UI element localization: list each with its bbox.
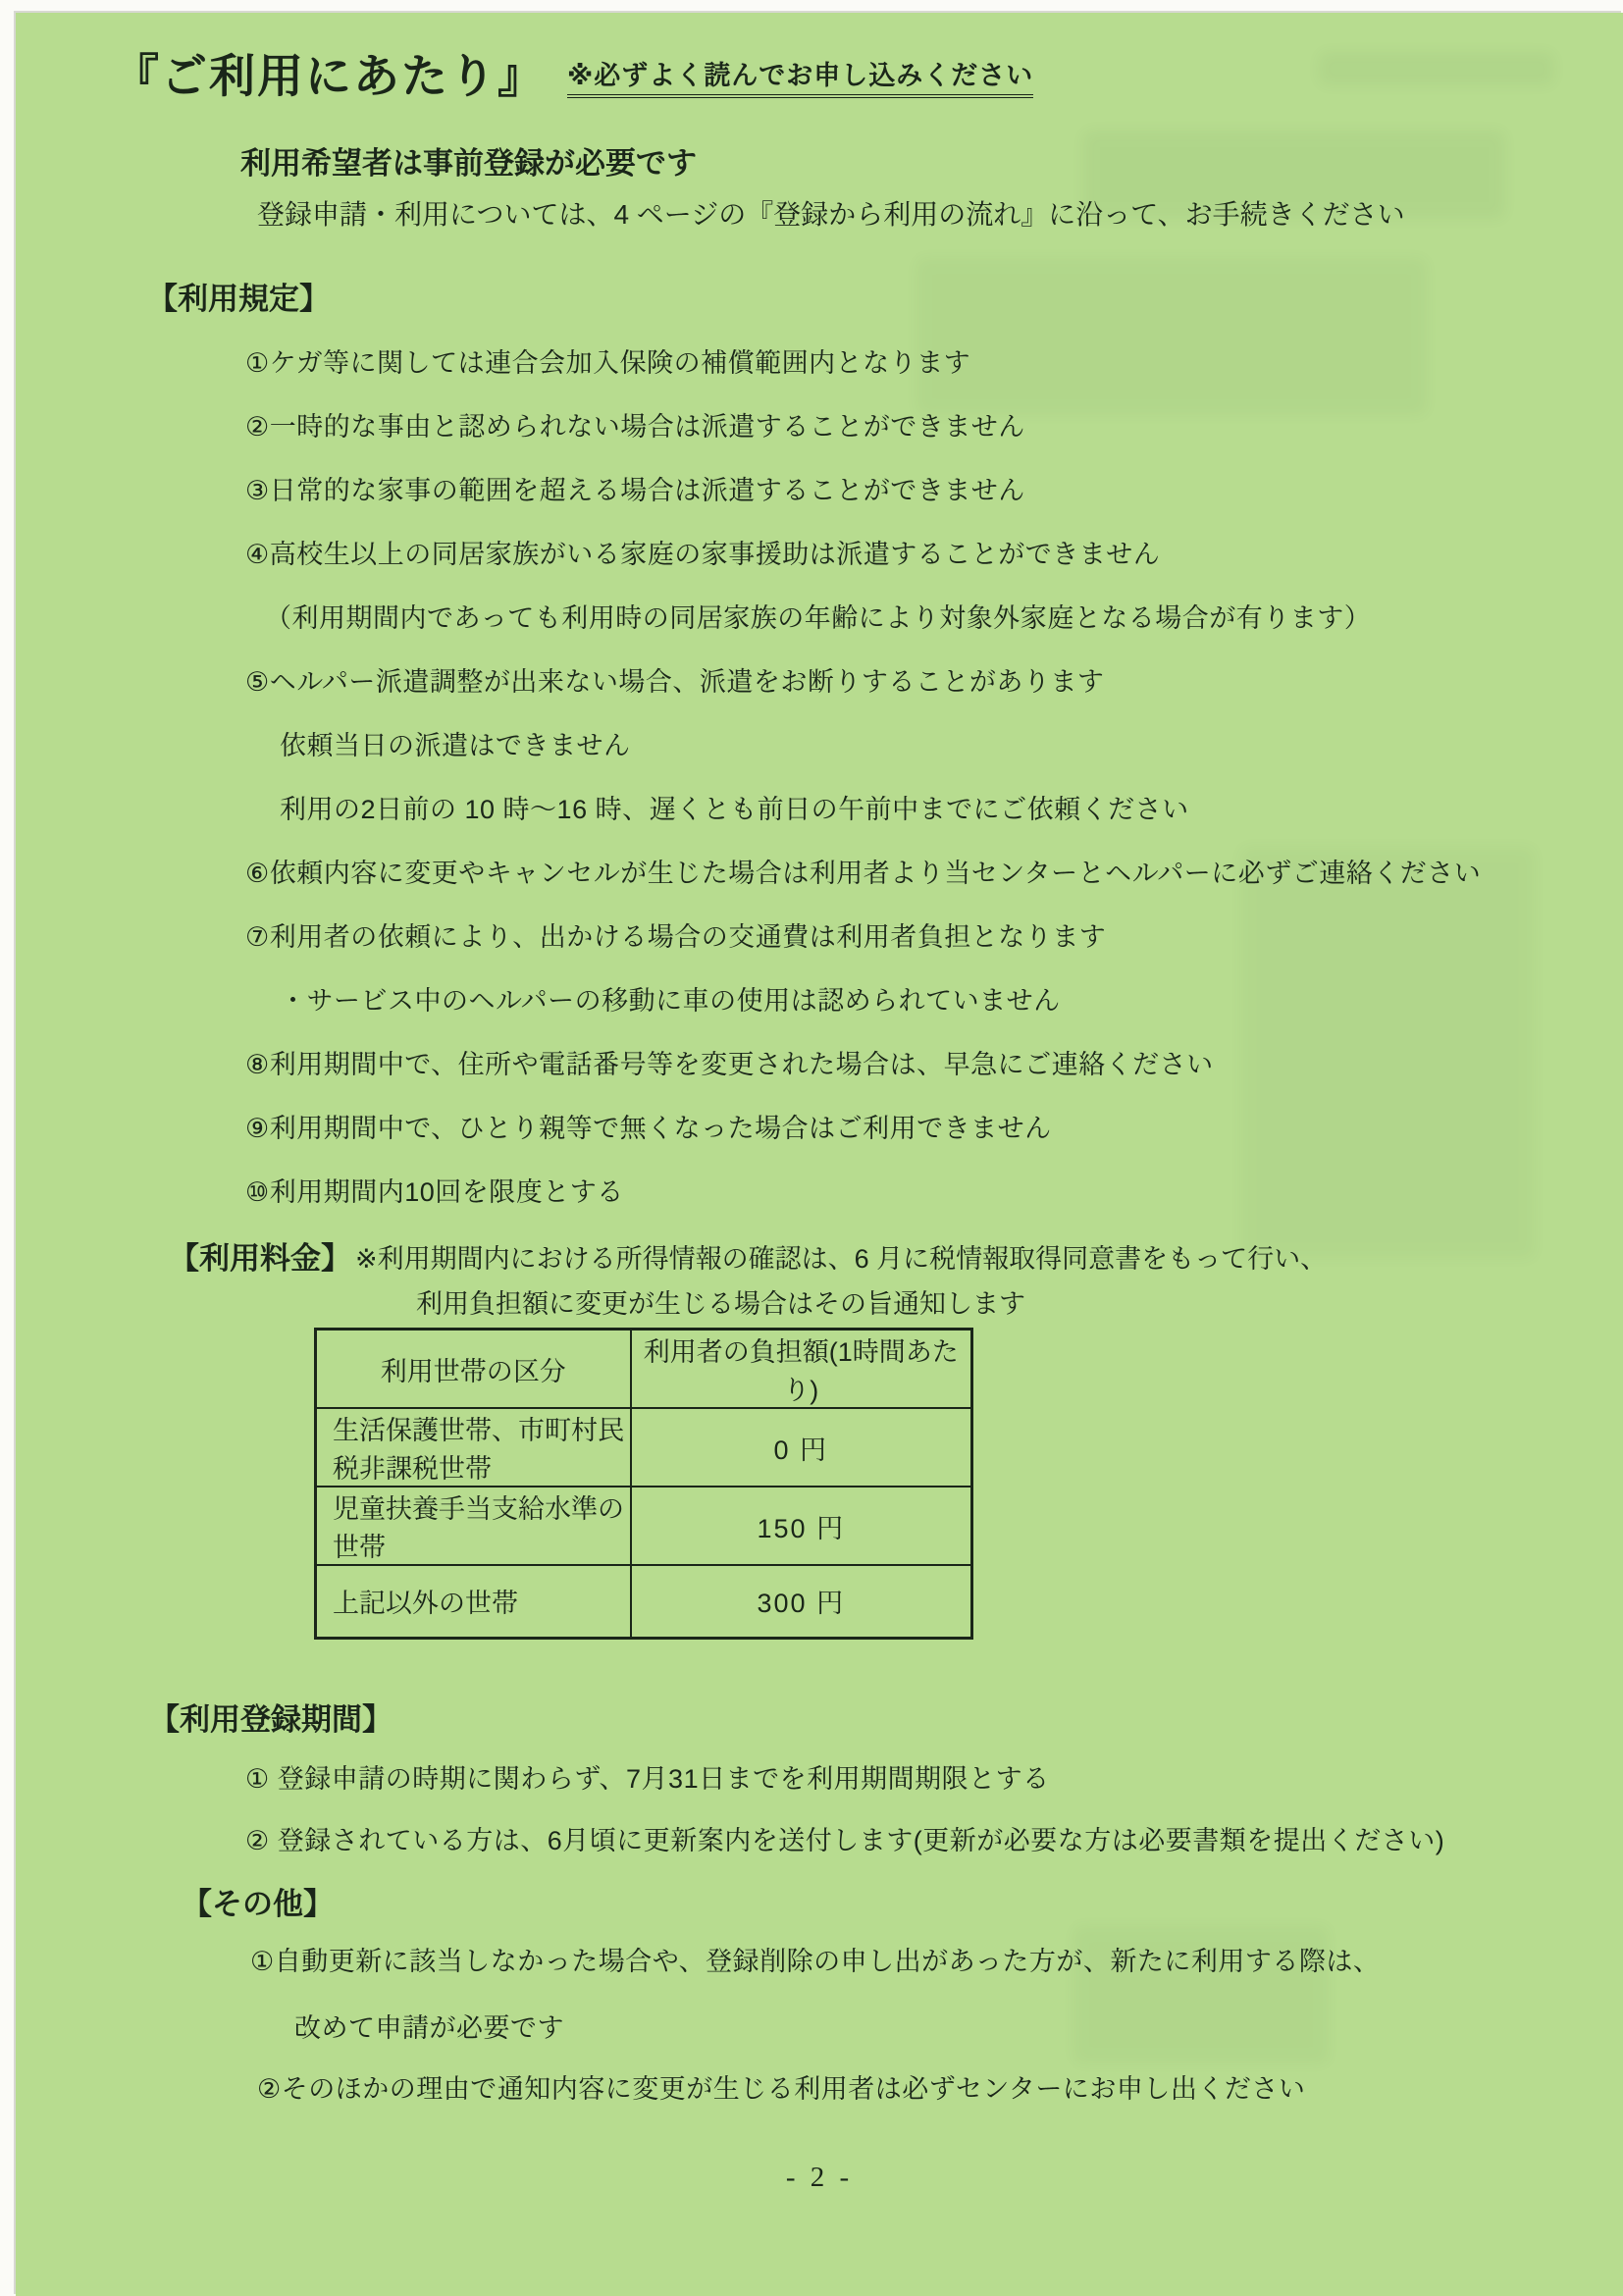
registration-item-1: ① 登録申請の時期に関わらず、7月31日までを利用期間期限とする <box>245 1763 1050 1794</box>
fee-amount: 300 円 <box>631 1565 972 1638</box>
rule-item-6: ⑥依頼内容に変更やキャンセルが生じた場合は利用者より当センターとヘルパーに必ずご連絡ください <box>245 859 1482 888</box>
intro-line: 登録申請・利用については、4 ページの『登録から利用の流れ』に沿って、お手続きください <box>257 199 1405 230</box>
rule-item-9: ⑨利用期間中で、ひとり親等で無くなった場合はご利用できません <box>245 1114 1052 1143</box>
fee-table <box>314 1328 973 1640</box>
fee-category: 生活保護世帯、市町村民税非課税世帯 <box>316 1408 631 1487</box>
fee-section-header <box>169 1239 1623 1322</box>
section-heading-other: 【その他】 <box>182 1886 334 1921</box>
registration-item-2: ② 登録されている方は、6月頃に更新案内を送付します(更新が必要な方は必要書類を提出ください) <box>245 1825 1445 1855</box>
rule-item-3: ③日常的な家事の範囲を超える場合は派遣することができません <box>245 476 1025 505</box>
fee-note-line: 利用負担額に変更が生じる場合はその旨通知します <box>416 1289 1025 1319</box>
other-item-1-cont: 改めて申請が必要です <box>294 2012 564 2043</box>
rule-item-1: ①ケガ等に関しては連合会加入保険の補償範囲内となります <box>245 348 971 378</box>
fee-note-line: ※利用期間内における所得情報の確認は、6 月に税情報取得同意書をもって行い、 <box>355 1244 1328 1274</box>
intro-line: 利用希望者は事前登録が必要です <box>240 146 697 181</box>
other-item-2: ②そのほかの理由で通知内容に変更が生じる利用者は必ずセンターにお申し出ください <box>257 2073 1306 2104</box>
rule-item-8: ⑧利用期間中で、住所や電話番号等を変更された場合は、早急にご連絡ください <box>245 1050 1214 1079</box>
page-number: - 2 - <box>785 2161 854 2193</box>
fee-table-row <box>316 1487 972 1565</box>
fee-table-header-row <box>316 1330 972 1409</box>
rule-item-5: ⑤ヘルパー派遣調整が出来ない場合、派遣をお断りすることがあります <box>245 667 1105 697</box>
document-header <box>113 48 1623 105</box>
other-item-1: ①自動更新に該当しなかった場合や、登録削除の申し出があった方が、新たに利用する際は、 <box>250 1946 1381 1976</box>
fee-category: 児童扶養手当支給水準の世帯 <box>316 1487 631 1565</box>
page-title: 『ご利用にあたり』 <box>113 50 546 102</box>
fee-category: 上記以外の世帯 <box>316 1565 631 1638</box>
intro-block <box>240 144 1623 233</box>
other-notes-list <box>16 1944 1623 2107</box>
title-warning-note: ※必ずよく読んでお申し込みください <box>567 59 1033 98</box>
usage-rules-list <box>16 346 1623 1209</box>
section-heading-registration-period: 【利用登録期間】 <box>149 1701 393 1737</box>
fee-note <box>355 1239 1327 1322</box>
rule-item-2: ②一時的な事由と認められない場合は派遣することができません <box>245 412 1025 442</box>
rule-item-5-sub: 利用の2日前の 10 時～16 時、遅くとも前日の午前中までにご依頼ください <box>280 795 1189 824</box>
fee-table-row <box>316 1565 972 1638</box>
scanned-document-page <box>16 13 1623 2296</box>
rule-item-10: ⑩利用期間内10回を限度とする <box>245 1177 624 1207</box>
rule-item-5-sub: 依頼当日の派遣はできません <box>280 731 631 760</box>
fee-table-header-category: 利用世帯の区分 <box>316 1330 631 1409</box>
registration-period-list <box>16 1761 1623 1858</box>
rule-item-4: ④高校生以上の同居家族がいる家庭の家事援助は派遣することができません <box>245 540 1161 569</box>
rule-item-4-note: （利用期間内であっても利用時の同居家族の年齢により対象外家庭となる場合が有ります） <box>265 603 1372 633</box>
fee-amount: 150 円 <box>631 1487 972 1565</box>
fee-table-row <box>316 1408 972 1487</box>
fee-table-header-amount: 利用者の負担額(1時間あたり) <box>631 1330 972 1409</box>
rule-item-7-sub: ・サービス中のヘルパーの移動に車の使用は認められていません <box>280 986 1061 1016</box>
section-heading-fees: 【利用料金】 <box>169 1241 351 1276</box>
rule-item-7: ⑦利用者の依頼により、出かける場合の交通費は利用者負担となります <box>245 922 1107 952</box>
section-heading-usage-rules: 【利用規定】 <box>147 282 330 316</box>
fee-amount: 0 円 <box>631 1408 972 1487</box>
